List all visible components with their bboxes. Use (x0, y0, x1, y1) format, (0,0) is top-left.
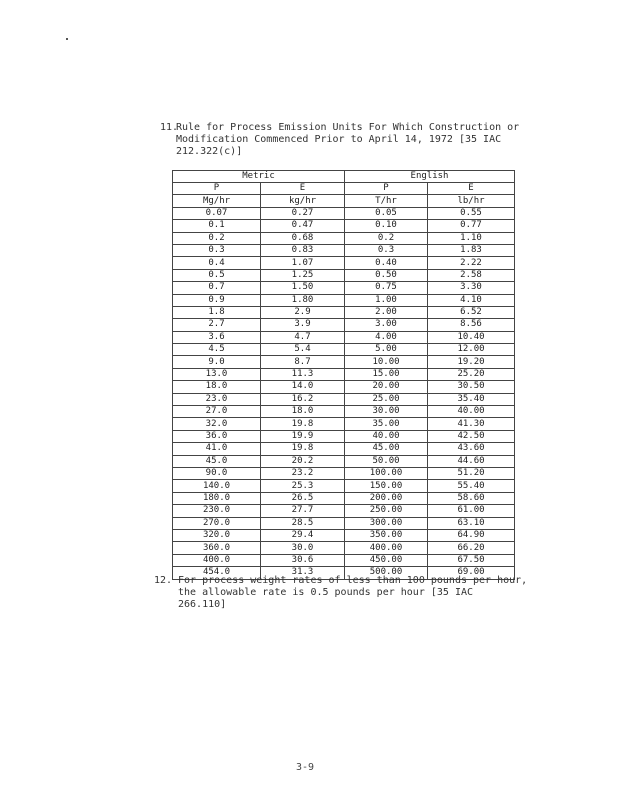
table-cell: 2.7 (173, 319, 261, 331)
table-cell: 150.00 (345, 480, 428, 492)
table-cell: 50.00 (345, 455, 428, 467)
table-cell: 4.5 (173, 344, 261, 356)
table-cell: 0.9 (173, 294, 261, 306)
table-cell: 0.4 (173, 257, 261, 269)
table-cell: 27.0 (173, 406, 261, 418)
table-cell: 41.0 (173, 443, 261, 455)
table-row (173, 207, 515, 219)
table-row (173, 517, 515, 529)
table-cell: 40.00 (345, 430, 428, 442)
table-cell: 26.5 (261, 492, 345, 504)
table-row (173, 356, 515, 368)
group-header-row (173, 171, 515, 183)
table-row (173, 294, 515, 306)
table-cell: 3.9 (261, 319, 345, 331)
table-cell: 45.0 (173, 455, 261, 467)
heading-text: Rule for Process Emission Units For Which Construction or Modification Commenced Prior to April 14, 1972 [35 IAC 212.322(c)] (176, 122, 520, 157)
table-row (173, 406, 515, 418)
table-row (173, 220, 515, 232)
column-symbol: E (428, 183, 515, 195)
table-row (173, 269, 515, 281)
table-cell: 1.83 (428, 244, 515, 256)
table-cell: 140.0 (173, 480, 261, 492)
table-cell: 1.00 (345, 294, 428, 306)
table-cell: 35.40 (428, 393, 515, 405)
table-row (173, 505, 515, 517)
table-cell: 44.60 (428, 455, 515, 467)
table-cell: 360.0 (173, 542, 261, 554)
table-cell: 4.10 (428, 294, 515, 306)
table-cell: 18.0 (261, 406, 345, 418)
table-cell: 1.10 (428, 232, 515, 244)
table-cell: 40.00 (428, 406, 515, 418)
column-symbol: P (345, 183, 428, 195)
table-cell: 2.22 (428, 257, 515, 269)
heading-number: 11. (160, 122, 179, 133)
english-group-header: English (345, 171, 515, 183)
table-cell: 3.00 (345, 319, 428, 331)
column-unit: kg/hr (261, 195, 345, 207)
table-row (173, 430, 515, 442)
table-cell: 90.0 (173, 467, 261, 479)
table-cell: 19.20 (428, 356, 515, 368)
table-row (173, 381, 515, 393)
table-cell: 19.9 (261, 430, 345, 442)
table-cell: 1.25 (261, 269, 345, 281)
table-row (173, 282, 515, 294)
scan-speck (66, 38, 68, 40)
table-cell: 43.60 (428, 443, 515, 455)
table-cell: 0.3 (173, 244, 261, 256)
table-row (173, 480, 515, 492)
page-number: 3-9 (296, 762, 315, 773)
table-cell: 25.3 (261, 480, 345, 492)
table-cell: 100.00 (345, 467, 428, 479)
table-cell: 270.0 (173, 517, 261, 529)
table-cell: 180.0 (173, 492, 261, 504)
table-cell: 42.50 (428, 430, 515, 442)
table-cell: 23.0 (173, 393, 261, 405)
table-row (173, 455, 515, 467)
table-cell: 35.00 (345, 418, 428, 430)
table-cell: 27.7 (261, 505, 345, 517)
table-cell: 19.8 (261, 418, 345, 430)
table-cell: 64.90 (428, 529, 515, 541)
table-cell: 450.00 (345, 554, 428, 566)
table-cell: 0.10 (345, 220, 428, 232)
table-cell: 20.2 (261, 455, 345, 467)
table-cell: 0.2 (345, 232, 428, 244)
table-cell: 29.4 (261, 529, 345, 541)
table-row (173, 319, 515, 331)
table-row (173, 529, 515, 541)
table-cell: 400.00 (345, 542, 428, 554)
table-cell: 4.7 (261, 331, 345, 343)
table-cell: 2.9 (261, 306, 345, 318)
table-row (173, 393, 515, 405)
unit-header-row (173, 195, 515, 207)
table-cell: 0.77 (428, 220, 515, 232)
table-cell: 400.0 (173, 554, 261, 566)
table-cell: 58.60 (428, 492, 515, 504)
table-cell: 500.00 (345, 567, 428, 579)
table-row (173, 443, 515, 455)
table-cell: 12.00 (428, 344, 515, 356)
table-cell: 11.3 (261, 368, 345, 380)
column-unit: lb/hr (428, 195, 515, 207)
table-row (173, 418, 515, 430)
table-cell: 230.0 (173, 505, 261, 517)
table-cell: 0.83 (261, 244, 345, 256)
table-cell: 41.30 (428, 418, 515, 430)
table-cell: 45.00 (345, 443, 428, 455)
table-cell: 66.20 (428, 542, 515, 554)
table-row (173, 244, 515, 256)
table-row (173, 554, 515, 566)
table-cell: 25.20 (428, 368, 515, 380)
symbol-header-row (173, 183, 515, 195)
table-cell: 30.6 (261, 554, 345, 566)
column-symbol: P (173, 183, 261, 195)
emission-rate-table (172, 170, 515, 580)
table-cell: 350.00 (345, 529, 428, 541)
table-cell: 69.00 (428, 567, 515, 579)
table-cell: 31.3 (261, 567, 345, 579)
table-cell: 320.0 (173, 529, 261, 541)
table-cell: 0.50 (345, 269, 428, 281)
table-row (173, 257, 515, 269)
table-cell: 0.5 (173, 269, 261, 281)
table-cell: 14.0 (261, 381, 345, 393)
table-cell: 0.05 (345, 207, 428, 219)
table-cell: 30.50 (428, 381, 515, 393)
table-cell: 8.7 (261, 356, 345, 368)
table-cell: 6.52 (428, 306, 515, 318)
table-cell: 1.07 (261, 257, 345, 269)
table-row (173, 344, 515, 356)
table-cell: 0.2 (173, 232, 261, 244)
table-cell: 28.5 (261, 517, 345, 529)
table-cell: 19.8 (261, 443, 345, 455)
table-cell: 13.0 (173, 368, 261, 380)
table-cell: 63.10 (428, 517, 515, 529)
table-cell: 454.0 (173, 567, 261, 579)
table-body (173, 207, 515, 579)
table-row (173, 368, 515, 380)
table-cell: 8.56 (428, 319, 515, 331)
table-cell: 2.00 (345, 306, 428, 318)
table-cell: 4.00 (345, 331, 428, 343)
table-cell: 30.00 (345, 406, 428, 418)
table-row (173, 467, 515, 479)
table-cell: 32.0 (173, 418, 261, 430)
table-cell: 9.0 (173, 356, 261, 368)
table-cell: 0.55 (428, 207, 515, 219)
table-cell: 0.27 (261, 207, 345, 219)
table-cell: 51.20 (428, 467, 515, 479)
table-cell: 25.00 (345, 393, 428, 405)
table-cell: 3.6 (173, 331, 261, 343)
table-cell: 0.40 (345, 257, 428, 269)
table-cell: 23.2 (261, 467, 345, 479)
table-cell: 67.50 (428, 554, 515, 566)
table-cell: 5.4 (261, 344, 345, 356)
metric-group-header: Metric (173, 171, 345, 183)
table-row (173, 492, 515, 504)
table-cell: 1.8 (173, 306, 261, 318)
table-cell: 55.40 (428, 480, 515, 492)
table-cell: 16.2 (261, 393, 345, 405)
table-cell: 20.00 (345, 381, 428, 393)
table-cell: 0.3 (345, 244, 428, 256)
table-cell: 0.68 (261, 232, 345, 244)
table-cell: 300.00 (345, 517, 428, 529)
table-cell: 36.0 (173, 430, 261, 442)
table-cell: 5.00 (345, 344, 428, 356)
column-unit: T/hr (345, 195, 428, 207)
table-cell: 61.00 (428, 505, 515, 517)
table-cell: 250.00 (345, 505, 428, 517)
table-cell: 0.47 (261, 220, 345, 232)
footnote-text: For process weight rates of less than 100 pounds per hour, the allowable rate is 0.5 pounds per hour [35 IAC 266.110] (178, 575, 528, 610)
table-cell: 18.0 (173, 381, 261, 393)
table-row (173, 232, 515, 244)
table-row (173, 306, 515, 318)
table-cell: 0.75 (345, 282, 428, 294)
table-cell: 10.40 (428, 331, 515, 343)
table-cell: 3.30 (428, 282, 515, 294)
table-row (173, 331, 515, 343)
table-row (173, 542, 515, 554)
table-cell: 1.80 (261, 294, 345, 306)
table-cell: 0.07 (173, 207, 261, 219)
footnote-number: 12. (154, 575, 173, 586)
column-unit: Mg/hr (173, 195, 261, 207)
table-cell: 30.0 (261, 542, 345, 554)
table-cell: 1.50 (261, 282, 345, 294)
table-cell: 0.1 (173, 220, 261, 232)
column-symbol: E (261, 183, 345, 195)
table-cell: 10.00 (345, 356, 428, 368)
table-cell: 2.58 (428, 269, 515, 281)
table-cell: 15.00 (345, 368, 428, 380)
table-cell: 200.00 (345, 492, 428, 504)
table-cell: 0.7 (173, 282, 261, 294)
